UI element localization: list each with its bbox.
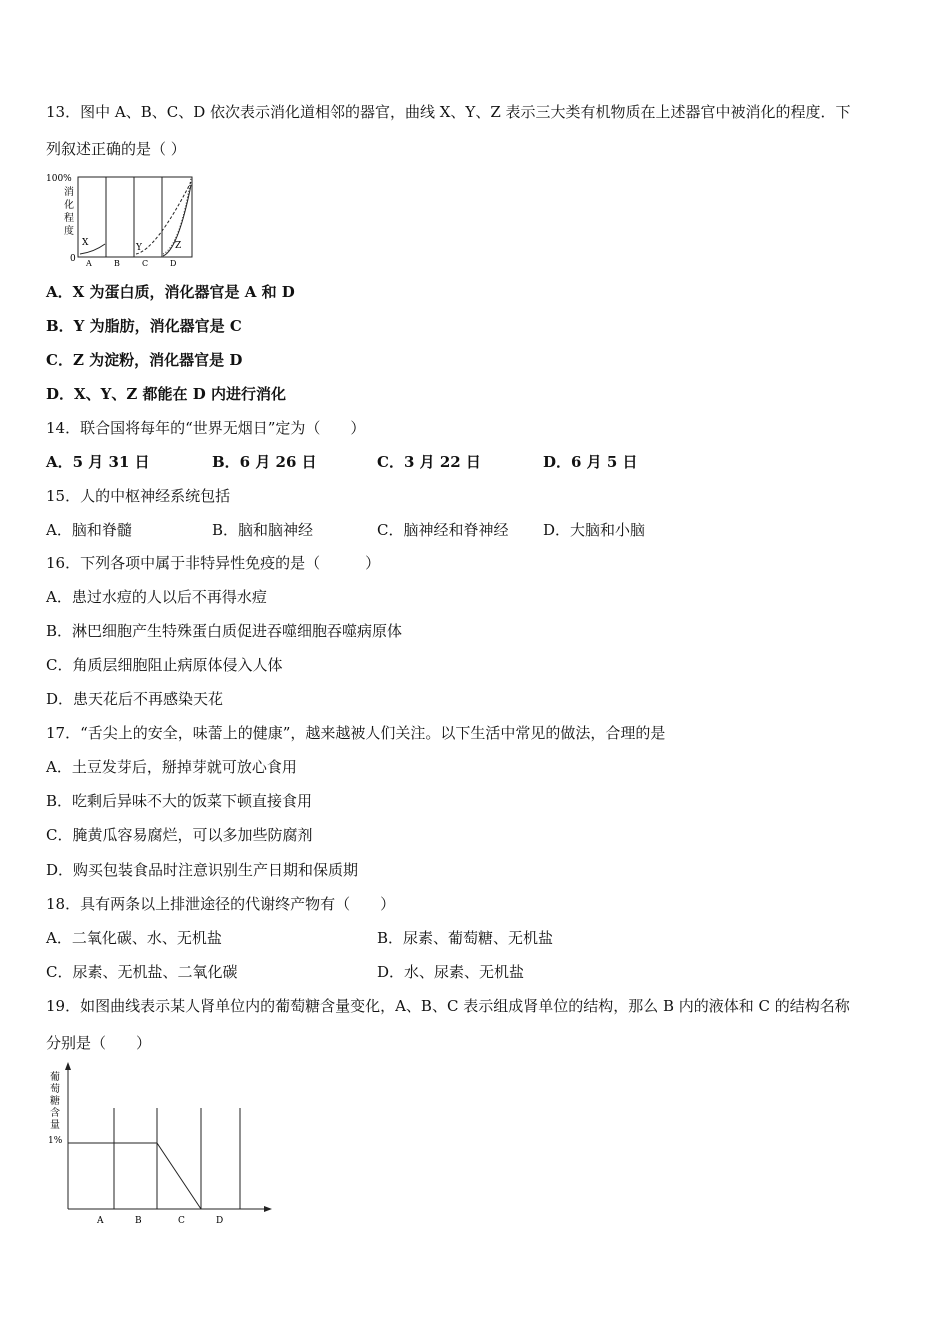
q19-level-label: 1%: [48, 1136, 63, 1146]
q18-stem: 18．具有两条以上排泄途径的代谢终产物有（ ）: [46, 895, 396, 913]
q18-option-a: A．二氧化碳、水、无机盐: [46, 929, 222, 947]
q13-curve-label-z: Z: [175, 241, 182, 251]
q13-organ-d: D: [170, 259, 177, 268]
q13-option-c: C．Z 为淀粉，消化器官是 D: [46, 351, 243, 369]
q16-option-d: D．患天花后不再感染天花: [46, 690, 224, 708]
q17-option-d: D．购买包装食品时注意识别生产日期和保质期: [46, 861, 359, 879]
q16-option-a: A．患过水痘的人以后不再得水痘: [46, 588, 267, 606]
q13-curve-label-y: Y: [136, 243, 142, 253]
q14-option-a: A．5 月 31 日: [46, 453, 150, 471]
q13-option-a: A．X 为蛋白质，消化器官是 A 和 D: [46, 283, 295, 301]
q16-option-b: B．淋巴细胞产生特殊蛋白质促进吞噬细胞吞噬病原体: [46, 622, 403, 640]
q13-stem-line2: 列叙述正确的是（ ）: [46, 140, 186, 158]
q18-option-b: B．尿素、葡萄糖、无机盐: [377, 929, 554, 947]
q19-glucose-figure: [44, 1062, 284, 1232]
q19-y-label-2: 糖: [50, 1096, 60, 1107]
q13-y-top-label: 100%: [46, 174, 72, 184]
q15-option-c: C．脑神经和脊神经: [377, 521, 509, 539]
q15-option-b: B．脑和脑神经: [212, 521, 314, 539]
q15-stem: 15．人的中枢神经系统包括: [46, 487, 231, 505]
q13-y-zero: 0: [70, 254, 76, 264]
q13-y-label-3: 度: [64, 226, 74, 237]
q13-option-d: D．X、Y、Z 都能在 D 内进行消化: [46, 385, 286, 403]
q13-organ-b: B: [114, 259, 120, 268]
q15-option-d: D．大脑和小脑: [543, 521, 646, 539]
q19-y-label-1: 萄: [50, 1084, 60, 1095]
q14-stem: 14．联合国将每年的“世界无烟日”定为（ ）: [46, 419, 366, 437]
q18-option-c: C．尿素、无机盐、二氧化碳: [46, 963, 238, 981]
q19-glucose-curve: [68, 1143, 201, 1209]
q14-option-b: B．6 月 26 日: [212, 453, 317, 471]
q13-organ-c: C: [142, 259, 149, 268]
q13-digestion-figure: [44, 170, 204, 270]
q19-y-axis-arrow: [65, 1062, 71, 1070]
q19-y-label-0: 葡: [50, 1072, 60, 1083]
q13-y-label-2: 程: [64, 213, 74, 224]
q13-organ-a: A: [86, 259, 92, 268]
q19-stem-line2: 分别是（ ）: [46, 1034, 152, 1052]
q15-option-a: A．脑和脊髓: [46, 521, 132, 539]
q18-option-d: D．水、尿素、无机盐: [377, 963, 525, 981]
q13-curve-label-x: X: [82, 238, 89, 248]
q16-stem: 16．下列各项中属于非特异性免疫的是（ ）: [46, 554, 381, 572]
q14-option-c: C．3 月 22 日: [377, 453, 481, 471]
q19-y-label-3: 含: [50, 1108, 60, 1119]
q17-option-b: B．吃剩后异味不大的饭菜下顿直接食用: [46, 792, 313, 810]
q14-option-d: D．6 月 5 日: [543, 453, 638, 471]
q19-x-axis-arrow: [264, 1206, 272, 1212]
q13-stem-line1: 13．图中 A、B、C、D 依次表示消化道相邻的器官，曲线 X、Y、Z 表示三大类有机物质在上述器官中被消化的程度．下: [46, 103, 851, 121]
q17-stem: 17．“舌尖上的安全，味蕾上的健康”，越来越被人们关注。以下生活中常见的做法，合理的是: [46, 724, 666, 742]
q19-region-c: C: [178, 1216, 185, 1226]
q19-stem-line1: 19．如图曲线表示某人肾单位内的葡萄糖含量变化，A、B、C 表示组成肾单位的结构，那么 B 内的液体和 C 的结构名称: [46, 997, 850, 1015]
q13-y-label-0: 消: [64, 187, 74, 198]
q13-y-label-1: 化: [64, 200, 74, 211]
q19-y-label-4: 量: [50, 1120, 60, 1131]
q13-option-b: B．Y 为脂肪，消化器官是 C: [46, 317, 242, 335]
q17-option-a: A．土豆发芽后，掰掉芽就可放心食用: [46, 758, 297, 776]
q17-option-c: C．腌黄瓜容易腐烂，可以多加些防腐剂: [46, 826, 313, 844]
q16-option-c: C．角质层细胞阻止病原体侵入人体: [46, 656, 283, 674]
q19-region-d: D: [216, 1216, 224, 1226]
q19-region-a: A: [97, 1216, 104, 1226]
q19-region-b: B: [135, 1216, 142, 1226]
